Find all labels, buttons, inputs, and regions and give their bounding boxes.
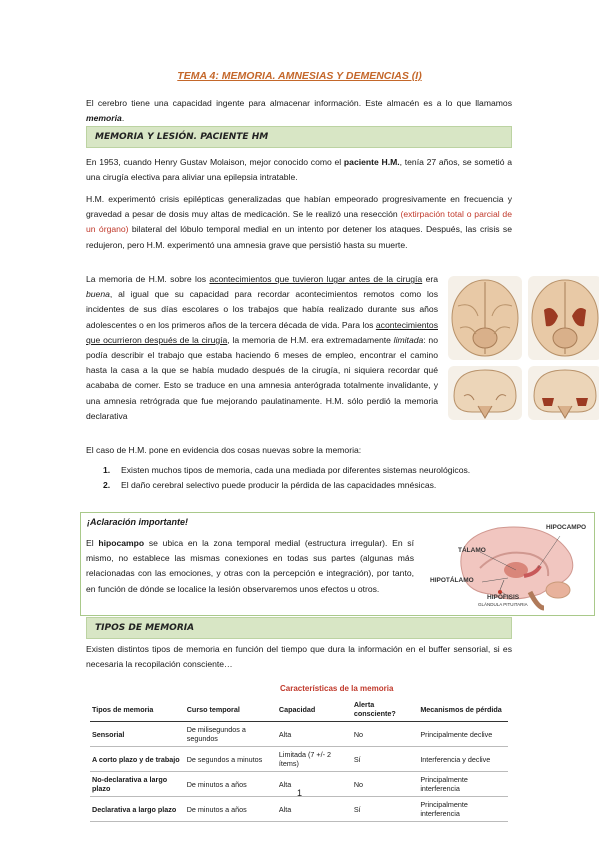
table-cell: De segundos a minutos	[185, 747, 277, 772]
intro-end: .	[121, 113, 125, 124]
p2-text-a: H.M. experimentó crisis epilépticas generalizadas que habían empeorado progresivamente en frecuencia y gravedad a pesar de dosis muy altas de medicación. Se le realizó una resección	[86, 194, 512, 220]
memory-table	[90, 697, 508, 822]
table-cell: Sí	[352, 747, 418, 772]
document-title: TEMA 4: MEMORIA. AMNESIAS Y DEMENCIAS (I)	[177, 70, 422, 82]
table-cell: No	[352, 772, 418, 797]
table-cell: Declarativa a largo plazo	[90, 797, 185, 822]
label-hipofisis-sub: GLÁNDULA PITUITARIA	[478, 602, 528, 607]
table-cell: Alta	[277, 722, 352, 747]
p2-red-definition: (extirpación total o parcial de un órgano)	[86, 209, 512, 235]
table-row	[90, 797, 508, 822]
list-item	[103, 463, 512, 478]
clarification-title: ¡Aclaración importante!	[87, 517, 189, 527]
p3-a: La memoria de H.M. sobre los	[86, 274, 210, 284]
brain-ventral-image-left	[448, 276, 522, 360]
table-cell: Limitada (7 +/- 2 ítems)	[277, 747, 352, 772]
p1-text-a: En 1953, cuando Henry Gustav Molaison, mejor conocido como el	[86, 157, 344, 167]
clar-bold-hippocampus: hipocampo	[98, 538, 145, 548]
table-cell: Alta	[277, 772, 352, 797]
brain-coronal-image-right	[528, 366, 599, 420]
clarification-text	[86, 536, 414, 597]
table-cell: No-declarativa a largo plazo	[90, 772, 185, 797]
table-header: Tipos de memoria	[90, 697, 185, 722]
table-cell: Sensorial	[90, 722, 185, 747]
table-header: Curso temporal	[185, 697, 277, 722]
p3-c: era	[422, 274, 438, 284]
paragraph-types-intro: Existen distintos tipos de memoria en función del tiempo que dura la información en el buffer sensorial, si es necesaria la recopilación consciente…	[86, 644, 512, 670]
p3-underline-before: acontecimientos que tuvieron lugar antes de la cirugía	[209, 274, 423, 284]
clar-a: El	[86, 538, 99, 548]
list-text: Existen muchos tipos de memoria, cada una mediada por diferentes sistemas neurológicos.	[121, 465, 471, 475]
list-number: 2.	[103, 480, 111, 491]
paragraph-hm-evidence: El caso de H.M. pone en evidencia dos cosas nuevas sobre la memoria:	[86, 445, 362, 455]
brain-ventral-image-right	[528, 276, 599, 360]
list-item	[103, 478, 512, 493]
label-hipocampo: HIPOCAMPO	[546, 524, 587, 531]
table-cell: A corto plazo y de trabajo	[90, 747, 185, 772]
table-cell: No	[352, 722, 418, 747]
table-cell: De minutos a años	[185, 772, 277, 797]
table-row	[90, 722, 508, 747]
table-header-row	[90, 697, 508, 722]
intro-emphasis: memoria	[86, 113, 122, 124]
p3-italic-limitada: limitada	[393, 334, 424, 345]
table-cell: Interferencia y declive	[418, 747, 508, 772]
section-heading-hm: MEMORIA Y LESIÓN. PACIENTE HM	[86, 126, 512, 148]
table-caption: Características de la memoria	[280, 684, 394, 693]
section-heading-types: TIPOS DE MEMORIA	[86, 617, 512, 639]
p3-i: : no podía describir el trabajo que estaba haciendo 6 meses de empleo, encontrar el camino hasta la casa a la que se había mudado después de la cirugía, ni siquiera recordar qué acababa de comer. Esto se traduce en una amnesia anterógrada totalmente invalidante, y una amnesia retrógrada que fue mejorando paulatinamente. H.M. sólo perdió la memoria declarativa	[86, 334, 438, 421]
p3-g: , la memoria de H.M. era extremadamente	[227, 334, 394, 345]
clar-c: se ubica en la zona temporal medial (estructura irregular). En sí mismo, no establece las mismas conexiones en todas sus partes (algunas más relacionadas con las emociones, y otras con la percepción e integración), por tanto, en función de dónde se localice la lesión observaremos unos efectos u otros.	[86, 538, 414, 594]
table-cell: Principalmente interferencia	[418, 772, 508, 797]
table-cell: De minutos a años	[185, 797, 277, 822]
list-text: El daño cerebral selectivo puede producir la pérdida de las capacidades mnésicas.	[121, 480, 437, 491]
table-header: Alerta consciente?	[352, 697, 418, 722]
p1-bold: paciente H.M.	[343, 157, 400, 167]
p3-underline-after: acontecimientos que ocurrieron después de la cirugía	[86, 319, 438, 345]
list-number: 1.	[103, 465, 111, 475]
paragraph-hm-memory	[86, 272, 438, 424]
intro-text: El cerebro tiene una capacidad ingente para almacenar información. Este almacén es a lo que llamamos	[86, 98, 512, 108]
table-cell: Alta	[277, 797, 352, 822]
table-cell: Sí	[352, 797, 418, 822]
table-header: Capacidad	[277, 697, 352, 722]
table-cell: De milisegundos a segundos	[185, 722, 277, 747]
table-cell: Principalmente declive	[418, 722, 508, 747]
p3-italic-buena: buena	[86, 289, 110, 300]
paragraph-hm-surgery	[86, 192, 512, 253]
paragraph-hm-intro	[86, 155, 512, 185]
table-cell: Principalmente interferencia	[418, 797, 508, 822]
table-row	[90, 747, 508, 772]
p2-text-c: bilateral del lóbulo temporal medial en un intento por detener los ataques. Después, las crisis se redujeron, pero H.M. experimentó una amnesia grave que persistió hasta su muerte.	[86, 224, 512, 250]
label-talamo: TÁLAMO	[458, 547, 486, 554]
evidence-list	[103, 463, 512, 493]
p1-text-c: , tenía 27 años, se sometió a una cirugía electiva para aliviar una epilepsia intratable.	[86, 157, 512, 183]
page-number: 1	[296, 788, 302, 798]
label-hipotalamo: HIPOTÁLAMO	[430, 577, 474, 584]
table-header: Mecanismos de pérdida	[418, 697, 508, 722]
intro-paragraph	[86, 96, 512, 126]
brain-coronal-image-left	[448, 366, 522, 420]
label-hipofisis: HIPÓFISIS	[487, 594, 520, 601]
p3-e: , al igual que su capacidad para recordar acontecimientos remotos como los incidentes de sus días escolares o los trabajos que había realizado durante sus años adolescentes o en los primeros años de la tercera década de vida. Para los	[86, 289, 438, 330]
